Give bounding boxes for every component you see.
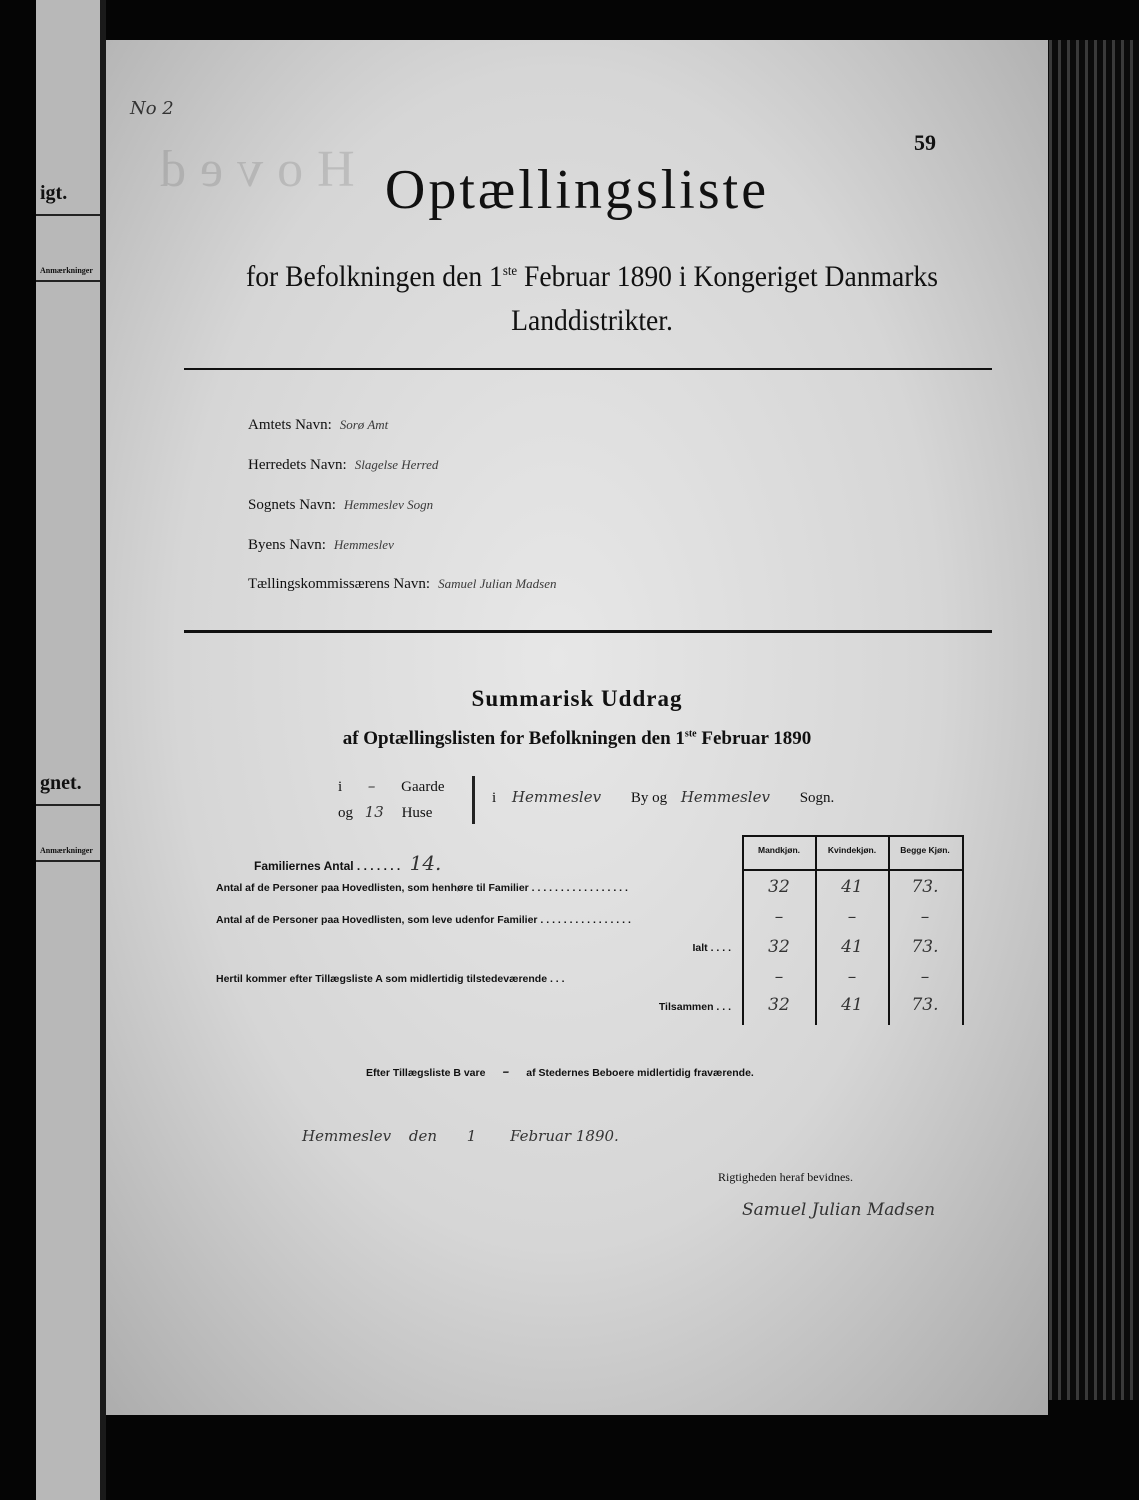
book-spine	[36, 0, 106, 1500]
summary-table	[742, 835, 964, 1025]
date-place: Hemmeslev	[302, 1127, 392, 1145]
subtitle-text: for Befolkningen den 1	[246, 260, 503, 293]
table-border	[742, 869, 964, 871]
brace	[472, 776, 475, 824]
page-subtitle	[233, 250, 951, 343]
census-page	[106, 40, 1048, 1415]
field-sogn	[248, 497, 433, 514]
signature: Samuel Julian Madsen	[742, 1200, 936, 1220]
column-header: Kvindekjøn.	[827, 845, 877, 855]
by-line	[492, 788, 834, 807]
gaarde-value: –	[367, 777, 376, 795]
divider	[184, 630, 992, 633]
note-text: Efter Tillægsliste B vare	[366, 1067, 486, 1079]
bleed-through-text: Hoved	[146, 141, 355, 198]
sogn-label: Sogn.	[799, 790, 835, 806]
note-text: af Stedernes Beboere midlertidig fraværende.	[526, 1067, 754, 1079]
table-cell: –	[847, 907, 857, 927]
spine-label: igt.	[36, 182, 100, 216]
spine-label: Anmærkninger	[36, 262, 100, 282]
sogn-value: Hemmeslev	[680, 788, 770, 806]
field-herred	[248, 457, 438, 474]
huse-line	[338, 803, 432, 822]
field-value: Hemmeslev	[333, 537, 394, 552]
tillaegsliste-b-note	[366, 1064, 754, 1080]
field-label: Sognets Navn:	[248, 497, 336, 513]
field-value: Sorø Amt	[339, 417, 389, 432]
table-cell: 32	[768, 877, 790, 897]
note-value: –	[502, 1064, 510, 1080]
table-row-label: Antal af de Personer paa Hovedlisten, som henhøre til Familier . . . . . . . . . . . . . . . . .	[216, 882, 628, 894]
i-label: i	[338, 779, 343, 795]
families-value: 14.	[409, 851, 442, 875]
field-label: Herredets Navn:	[248, 457, 347, 473]
date-line	[302, 1127, 619, 1146]
i2-label: i	[492, 790, 497, 806]
spine-label: gnet.	[36, 772, 100, 806]
page-title: Optællingsliste	[384, 159, 770, 221]
table-cell: 73.	[911, 937, 939, 957]
field-label: Amtets Navn:	[248, 417, 332, 433]
date-month-year: Februar 1890.	[510, 1127, 619, 1145]
table-cell: 32	[768, 937, 790, 957]
table-cell: 73.	[911, 995, 939, 1015]
summary-heading: Summarisk Uddrag	[471, 686, 683, 711]
table-cell: –	[920, 907, 930, 927]
table-cell: –	[920, 967, 930, 987]
gaarde-label: Gaarde	[401, 779, 445, 795]
field-amt	[248, 417, 388, 434]
families-line	[254, 851, 441, 875]
subheading-superscript: ste	[684, 728, 697, 740]
field-kommissaer	[248, 576, 557, 593]
column-header: Begge Kjøn.	[900, 845, 950, 855]
column-header: Mandkjøn.	[757, 845, 801, 855]
table-cell: 41	[841, 937, 863, 957]
table-row-label: Tilsammen . . .	[658, 1001, 731, 1013]
subheading-text: af Optællingslisten for Befolkningen den 1	[342, 728, 685, 749]
subtitle-line2: Landdistrikter.	[511, 304, 673, 337]
field-label: Tællingskommissærens Navn:	[248, 576, 431, 592]
table-cell: 41	[841, 995, 863, 1015]
table-border	[742, 835, 964, 837]
summary-subheading	[106, 728, 1048, 750]
og-label: og	[338, 805, 353, 821]
huse-value: 13	[364, 803, 384, 821]
table-row-label: Ialt . . . .	[692, 942, 731, 954]
date-den: den	[408, 1127, 438, 1145]
table-cell: 32	[768, 995, 790, 1015]
spine-label: Anmærkninger	[36, 842, 100, 862]
table-row-label: Antal af de Personer paa Hovedlisten, som leve udenfor Familier . . . . . . . . . . . . . . . .	[216, 914, 631, 926]
certification-text: Rigtigheden heraf bevidnes.	[718, 1170, 853, 1184]
field-value: Samuel Julian Madsen	[438, 576, 557, 591]
handwritten-reference: No 2	[130, 98, 174, 119]
gaarde-line	[338, 777, 444, 796]
by-value: Hemmeslev	[511, 788, 602, 806]
subtitle-superscript: ste	[502, 264, 518, 279]
table-cell: –	[774, 967, 784, 987]
table-row-label: Hertil kommer efter Tillægsliste A som midlertidig tilstedeværende . . .	[216, 973, 565, 985]
divider	[184, 368, 992, 370]
table-cell: 41	[841, 877, 863, 897]
field-by	[248, 537, 394, 554]
field-label: Byens Navn:	[248, 537, 326, 553]
table-cell: –	[847, 967, 857, 987]
table-cell: –	[774, 907, 784, 927]
page-number: 59	[914, 130, 936, 155]
huse-label: Huse	[401, 805, 433, 821]
subtitle-text: Februar 1890 i Kongeriget Danmarks	[517, 260, 938, 293]
field-value: Hemmeslev Sogn	[343, 497, 434, 512]
subheading-text: Februar 1890	[696, 728, 812, 749]
table-cell: 73.	[911, 877, 939, 897]
field-value: Slagelse Herred	[354, 457, 439, 472]
table-border	[962, 835, 964, 1025]
page-stack-edge	[1040, 40, 1139, 1400]
by-label: By og	[630, 790, 668, 806]
families-label: Familiernes Antal . . . . . . .	[254, 859, 401, 873]
date-day: 1	[466, 1127, 477, 1145]
